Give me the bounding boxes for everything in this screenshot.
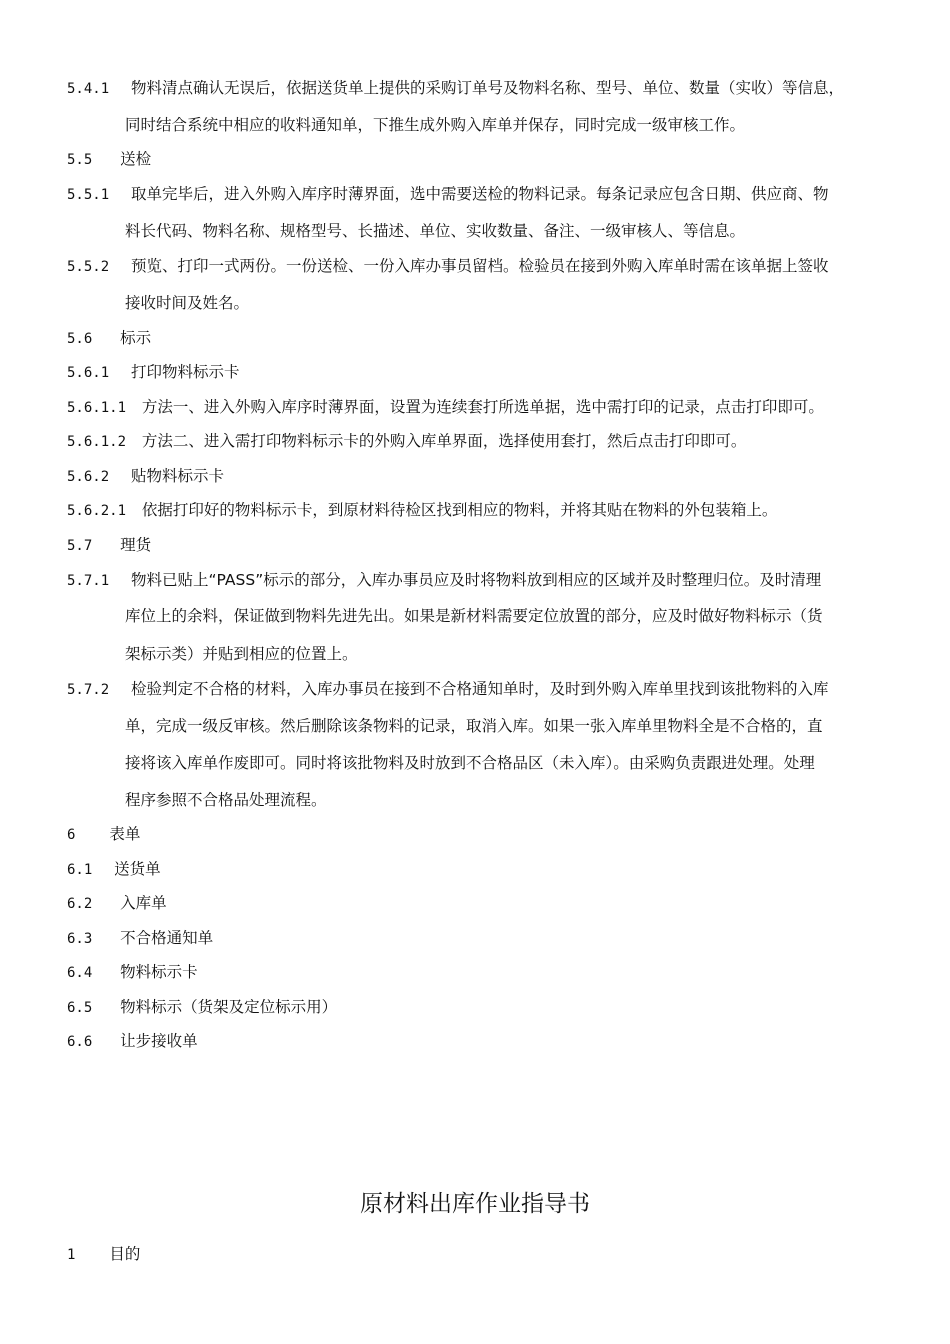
paragraph-5-6-1-2 [67,430,746,453]
paragraph-text: 物料清点确认无误后，依据送货单上提供的采购订单号及物料名称、型号、单位、数量（实收）等信息， [131,79,845,97]
paragraph-text: 物料已贴上“PASS”标示的部分，入库办事员应及时将物料放到相应的区域并及时整理归位。及时清理 [131,571,822,589]
paragraph-continuation [125,715,823,737]
list-number: 6.4 [67,965,93,981]
document-title: 原材料出库作业指导书 [360,1191,590,1217]
list-number: 6.5 [67,1000,93,1016]
section-heading-1 [67,1243,140,1266]
paragraph-text: 架标示类）并贴到相应的位置上。 [125,645,358,663]
paragraph-number: 5.4.1 [67,81,110,97]
paragraph-text: 检验判定不合格的材料，入库办事员在接到不合格通知单时，及时到外购入库单里找到该批物料的入库 [131,680,829,698]
form-list-item [67,858,161,881]
paragraph-number: 5.6.2.1 [67,503,127,519]
paragraph-number: 5.5.1 [67,187,110,203]
list-text: 不合格通知单 [120,929,214,947]
paragraph-number: 5.6.1.2 [67,434,127,450]
paragraph-number: 5.5.2 [67,259,110,275]
paragraph-text: 取单完毕后，进入外购入库序时薄界面，选中需要送检的物料记录。每条记录应包含日期、供应商、物 [131,185,829,203]
section-heading-5-7 [67,534,151,557]
list-text: 送货单 [114,860,161,878]
paragraph-text: 接将该入库单作废即可。同时将该批物料及时放到不合格品区（未入库）。由采购负责跟进处理。处理 [125,754,815,772]
paragraph-text: 接收时间及姓名。 [125,294,250,312]
paragraph-text: 方法二、进入需打印物料标示卡的外购入库单界面，选择使用套打，然后点击打印即可。 [141,432,747,450]
section-title: 目的 [109,1245,141,1263]
paragraph-text: 同时结合系统中相应的收料通知单，下推生成外购入库单并保存，同时完成一级审核工作。 [125,116,746,134]
paragraph-continuation [125,605,823,627]
section-number: 5.6.2 [67,469,110,485]
section-number: 5.7 [67,538,93,554]
paragraph-text: 依据打印好的物料标示卡，到原材料待检区找到相应的物料，并将其贴在物料的外包装箱上。 [141,501,778,519]
section-number: 5.6 [67,331,93,347]
paragraph-continuation [125,643,358,665]
section-title: 打印物料标示卡 [131,363,240,381]
form-list-item [67,927,213,950]
section-title: 理货 [120,536,152,554]
paragraph-text: 预览、打印一式两份。一份送检、一份入库办事员留档。检验员在接到外购入库单时需在该单据上签收 [131,257,829,275]
paragraph-5-6-1-1 [67,396,824,419]
section-title: 贴物料标示卡 [131,467,225,485]
list-text: 物料标示卡 [120,963,198,981]
section-heading-5-6-2 [67,465,224,488]
section-title: 表单 [109,825,141,843]
paragraph-continuation [125,114,745,136]
paragraph-continuation [125,752,815,774]
list-text: 入库单 [120,894,167,912]
paragraph-5-6-2-1 [67,499,777,522]
list-text: 让步接收单 [120,1032,198,1050]
paragraph-text: 程序参照不合格品处理流程。 [125,791,327,809]
paragraph-5-5-2 [67,255,829,278]
list-text: 物料标示（货架及定位标示用） [120,998,338,1016]
section-number: 5.6.1 [67,365,110,381]
paragraph-5-4-1 [67,77,844,100]
section-number: 1 [67,1247,76,1263]
list-number: 6.3 [67,931,93,947]
paragraph-5-7-2 [67,678,829,701]
paragraph-5-7-1 [67,569,821,592]
list-number: 6.2 [67,896,93,912]
section-heading-5-6-1 [67,361,240,384]
paragraph-text: 料长代码、物料名称、规格型号、长描述、单位、实收数量、备注、一级审核人、等信息。 [125,222,746,240]
section-heading-5-6 [67,327,151,350]
form-list-item [67,892,167,915]
paragraph-5-5-1 [67,183,829,206]
paragraph-continuation [125,292,249,314]
paragraph-number: 5.6.1.1 [67,400,127,416]
section-number: 5.5 [67,152,93,168]
paragraph-text: 库位上的余料，保证做到物料先进先出。如果是新材料需要定位放置的部分，应及时做好物料标示（货 [125,607,823,625]
paragraph-number: 5.7.1 [67,573,110,589]
section-heading-5-5 [67,148,151,171]
form-list-item [67,1030,198,1053]
section-title: 标示 [120,329,152,347]
paragraph-continuation [125,220,745,242]
list-number: 6.6 [67,1034,93,1050]
list-number: 6.1 [67,862,93,878]
paragraph-text: 单，完成一级反审核。然后删除该条物料的记录，取消入库。如果一张入库单里物料全是不合格的，直 [125,717,823,735]
section-title: 送检 [120,150,152,168]
form-list-item [67,961,198,984]
section-number: 6 [67,827,76,843]
paragraph-text: 方法一、进入外购入库序时薄界面，设置为连续套打所选单据，选中需打印的记录，点击打印即可。 [141,398,824,416]
form-list-item [67,996,337,1019]
section-heading-6 [67,823,140,846]
paragraph-continuation [125,789,327,811]
paragraph-number: 5.7.2 [67,682,110,698]
